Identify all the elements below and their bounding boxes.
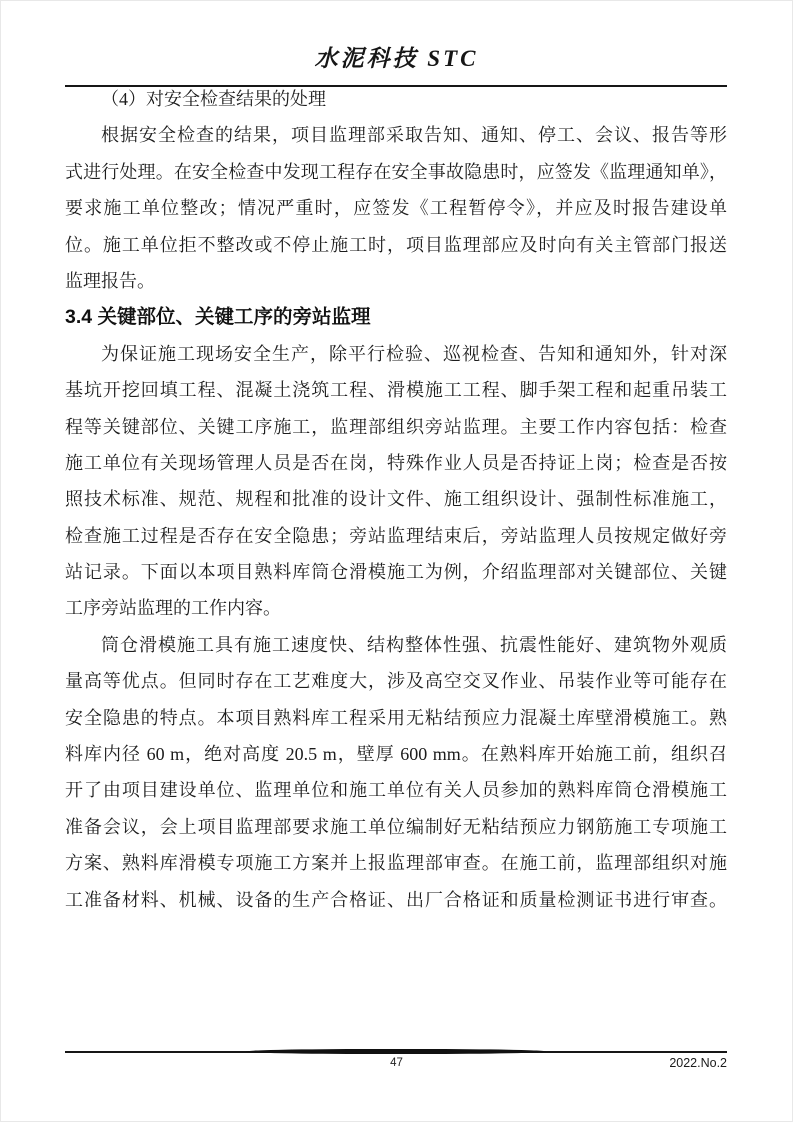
paragraph-2-line: 照技术标准、规范、规程和批准的设计文件、施工组织设计、强制性标准施工，: [65, 489, 727, 510]
paragraph-2-line: 为保证施工现场安全生产，除平行检验、巡视检查、告知和通知外，针对深: [101, 343, 727, 364]
paragraph-2-line: 基坑开挖回填工程、混凝土浇筑工程、滑模施工工程、脚手架工程和起重吊装工: [65, 380, 727, 401]
paragraph-2-line: 程等关键部位、关键工序施工，监理部组织旁站监理。主要工作内容包括：检查: [65, 416, 727, 437]
item-heading: （4）对安全检查结果的处理: [101, 89, 326, 109]
paragraph-3-line: 量高等优点。但同时存在工艺难度大，涉及高空交叉作业、吊装作业等可能存在: [65, 671, 727, 692]
footer-rule-bulge: [246, 1049, 546, 1054]
journal-title: 水泥科技 STC: [314, 46, 479, 71]
paragraph-1-line: 式进行处理。在安全检查中发现工程存在安全事故隐患时，应签发《监理通知单》，: [65, 161, 727, 182]
paragraph-2-line: 施工单位有关现场管理人员是否在岗，特殊作业人员是否持证上岗；检查是否按: [65, 452, 727, 473]
page-number: 47: [390, 1057, 403, 1069]
paragraph-2-line: 站记录。下面以本项目熟料库筒仓滑模施工为例，介绍监理部对关键部位、关键: [65, 562, 727, 583]
paragraph-3-line: 安全隐患的特点。本项目熟料库工程采用无粘结预应力混凝土库壁滑模施工。熟: [65, 707, 727, 728]
paragraph-3-line: 方案、熟料库滑模专项施工方案并上报监理部审查。在施工前，监理部组织对施: [65, 853, 727, 874]
paragraph-2-line: 工序旁站监理的工作内容。: [65, 598, 281, 619]
paragraph-3-line: 筒仓滑模施工具有施工速度快、结构整体性强、抗震性能好、建筑物外观质: [101, 634, 727, 655]
paragraph-2-line: 检查施工过程是否存在安全隐患；旁站监理结束后，旁站监理人员按规定做好旁: [65, 525, 727, 546]
paragraph-3-line: 工准备材料、机械、设备的生产合格证、出厂合格证和质量检测证书进行审查。: [65, 889, 727, 910]
paragraph-1-line: 要求施工单位整改；情况严重时，应签发《工程暂停令》，并应及时报告建设单: [65, 198, 727, 219]
paragraph-1-line: 监理报告。: [65, 270, 155, 291]
paragraph-3-line: 料库内径 60 m，绝对高度 20.5 m，壁厚 600 mm。在熟料库开始施工前，组织召: [65, 744, 727, 765]
document-body: [65, 81, 727, 918]
issue-label: 2022.No.2: [669, 1056, 727, 1070]
paragraph-3-line: 开了由项目建设单位、监理单位和施工单位有关人员参加的熟料库筒仓滑模施工: [65, 780, 727, 801]
paragraph-1-line: 根据安全检查的结果，项目监理部采取告知、通知、停工、会议、报告等形: [101, 125, 727, 146]
paragraph-1-line: 位。施工单位拒不整改或不停止施工时，项目监理部应及时向有关主管部门报送: [65, 234, 727, 255]
paragraph-3-line: 准备会议，会上项目监理部要求施工单位编制好无粘结预应力钢筋施工专项施工: [65, 816, 727, 837]
section-heading: 3.4 关键部位、关键工序的旁站监理: [65, 306, 371, 329]
